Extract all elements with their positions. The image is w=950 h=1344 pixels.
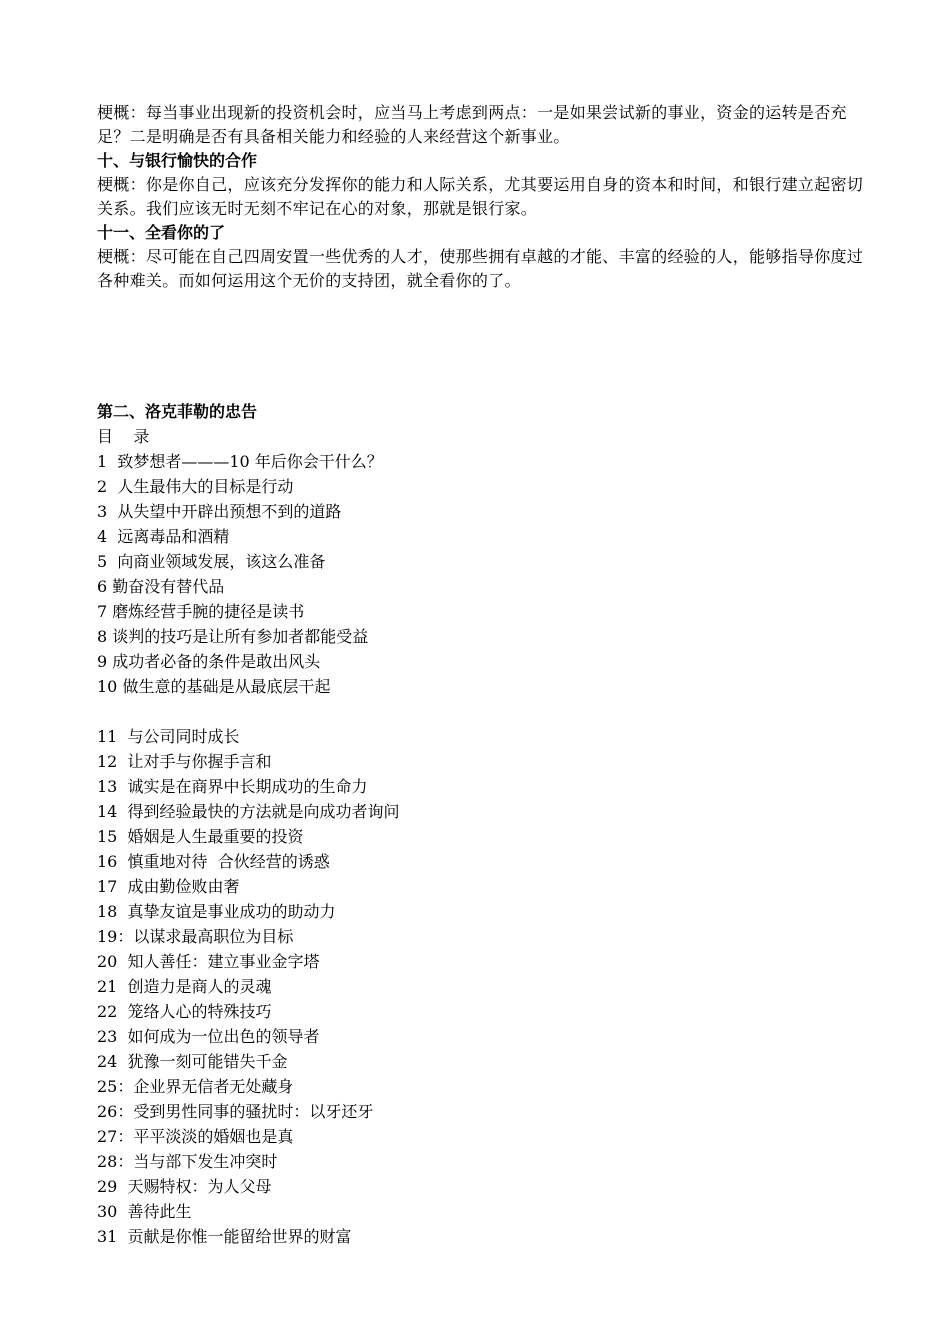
toc-item: 21 创造力是商人的灵魂	[97, 977, 272, 996]
summary-paragraph-11: 梗概：尽可能在自己四周安置一些优秀的人才，使那些拥有卓越的才能、丰富的经验的人，能够指导你度过各种难关。而如何运用这个无价的支持团，就全看你的了。	[97, 247, 864, 290]
toc-item: 17 成由勤俭败由奢	[97, 877, 240, 896]
section-heading-11: 十一、全看你的了	[97, 223, 226, 242]
toc-list-part2	[97, 724, 877, 1249]
toc-item: 16 慎重地对待 合伙经营的诱惑	[97, 852, 330, 871]
toc-item: 8 谈判的技巧是让所有参加者都能受益	[97, 627, 369, 646]
toc-item: 12 让对手与你握手言和	[97, 752, 272, 771]
toc-item: 2 人生最伟大的目标是行动	[97, 477, 294, 496]
toc-item: 5 向商业领域发展，该这么准备	[97, 552, 326, 571]
section-rockefeller-advice	[97, 400, 877, 1249]
toc-title: 目 录	[97, 427, 150, 446]
toc-item: 9 成功者必备的条件是敢出风头	[97, 652, 321, 671]
toc-item: 3 从失望中开辟出预想不到的道路	[97, 502, 342, 521]
toc-item: 10 做生意的基础是从最底层干起	[97, 677, 331, 696]
toc-item: 19：以谋求最高职位为目标	[97, 927, 294, 946]
toc-item: 26：受到男性同事的骚扰时：以牙还牙	[97, 1102, 374, 1121]
toc-item: 23 如何成为一位出色的领导者	[97, 1027, 320, 1046]
toc-item: 1 致梦想者———10 年后你会干什么？	[97, 452, 383, 471]
toc-item: 11 与公司同时成长	[97, 727, 240, 746]
toc-item: 27：平平淡淡的婚姻也是真	[97, 1127, 294, 1146]
toc-item: 4 远离毒品和酒精	[97, 527, 230, 546]
toc-item: 6 勤奋没有替代品	[97, 577, 225, 596]
summary-paragraph-investment: 梗概：每当事业出现新的投资机会时，应当马上考虑到两点：一是如果尝试新的事业，资金的运转是否充足？二是明确是否有具备相关能力和经验的人来经营这个新事业。	[97, 103, 847, 146]
toc-item: 28：当与部下发生冲突时	[97, 1152, 278, 1171]
blank-line	[97, 699, 877, 724]
section-investment-tail	[97, 101, 877, 293]
toc-item: 13 诚实是在商界中长期成功的生命力	[97, 777, 368, 796]
toc-item: 20 知人善任：建立事业金字塔	[97, 952, 320, 971]
toc-item: 25：企业界无信者无处藏身	[97, 1077, 294, 1096]
toc-item: 15 婚姻是人生最重要的投资	[97, 827, 304, 846]
toc-item: 29 天赐特权：为人父母	[97, 1177, 272, 1196]
toc-item: 22 笼络人心的特殊技巧	[97, 1002, 272, 1021]
toc-list-part1	[97, 449, 877, 699]
toc-item: 7 磨炼经营手腕的捷径是读书	[97, 602, 305, 621]
chapter-heading: 第二、洛克菲勒的忠告	[97, 402, 258, 421]
toc-item: 30 善待此生	[97, 1202, 192, 1221]
toc-item: 14 得到经验最快的方法就是向成功者询问	[97, 802, 400, 821]
section-heading-10: 十、与银行愉快的合作	[97, 151, 258, 170]
toc-item: 24 犹豫一刻可能错失千金	[97, 1052, 288, 1071]
toc-item: 18 真挚友谊是事业成功的助动力	[97, 902, 336, 921]
toc-item: 31 贡献是你惟一能留给世界的财富	[97, 1227, 352, 1246]
summary-paragraph-10: 梗概：你是你自己，应该充分发挥你的能力和人际关系，尤其要运用自身的资本和时间，和银行建立起密切关系。我们应该无时无刻不牢记在心的对象，那就是银行家。	[97, 175, 864, 218]
